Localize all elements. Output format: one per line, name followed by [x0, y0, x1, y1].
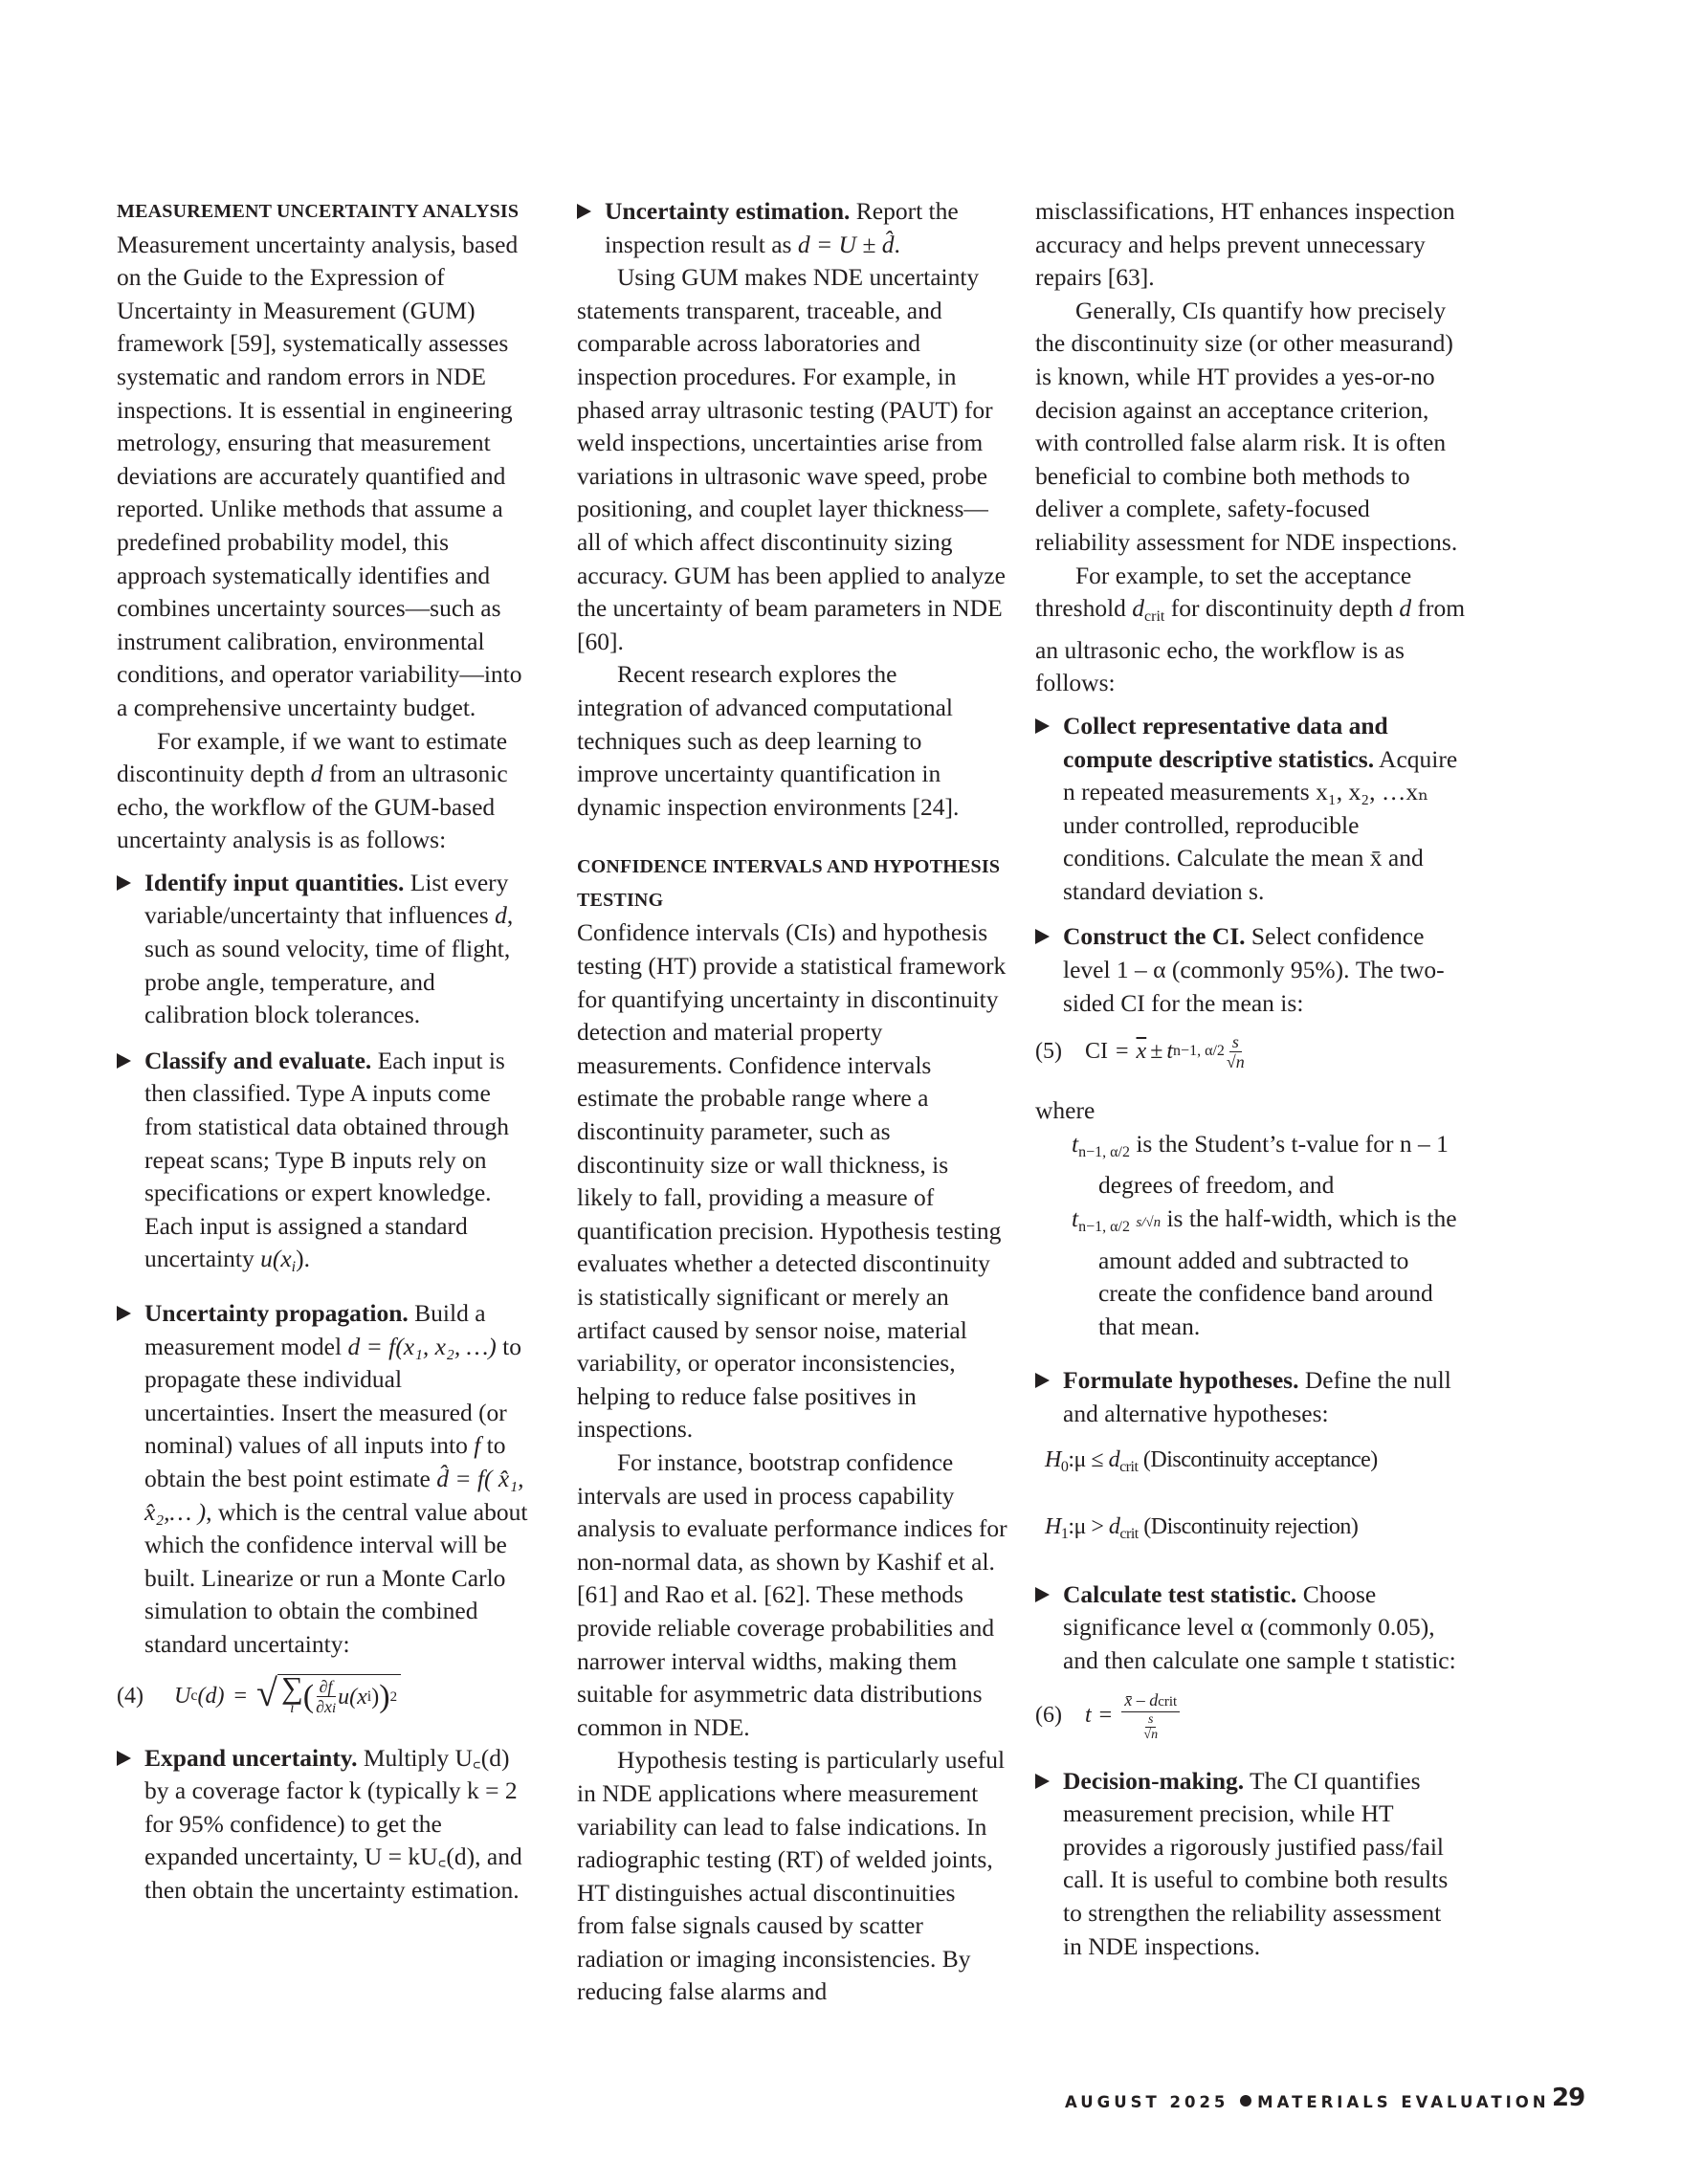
paragraph: Using GUM makes NDE uncertainty statements transparent, traceable, and comparable across laboratories and inspection procedures. For example, in phased array ultrasonic testing (PAUT) for weld inspections, uncertainties arise from variations in ultrasonic wave speed, probe positioning, and couplet layer thickness—all of which affect discontinuity sizing accuracy. GUM has been applied to analyze the uncertainty of beam parameters in NDE [60]. — [577, 263, 1006, 655]
bullet-calculate-statistic: Calculate test statistic. Choose significance level α (commonly 0.05), and then calculate one sample t statistic: — [1035, 1578, 1466, 1678]
square-root: √ ∑ i ( $\frac{\partial f}{\partial xi}$ u(x i ) ) 2 — [256, 1674, 401, 1719]
where-label: where — [1035, 1096, 1096, 1125]
sigma-icon: ∑ — [280, 1669, 303, 1705]
bullet-triangle-icon — [1035, 1373, 1050, 1388]
where-item: $t_{n-1, \alpha/2}$ is the Student’s t-value for n – 1 degrees of freedom, and — [1072, 1129, 1449, 1200]
page-number: 29 — [1552, 2084, 1585, 2112]
hypothesis-alternative: $H_1:\mu > d_{crit}$ (Discontinuity rejection) — [1045, 1514, 1359, 1543]
paragraph: Hypothesis testing is particularly useful in NDE applications where measurement variability can lead to false indications. In radiographic testing (RT) of welded joints, HT distinguishes actual discontinuities from false signals caused by scatter radiation or imaging inconsistencies. By reducing false alarms and — [577, 1746, 1006, 2006]
point-estimate-formula: d̂ = f( x̂₁, x̂₂,… ) — [144, 1464, 524, 1526]
bullet-triangle-icon — [1035, 1774, 1050, 1789]
where-item: $t_{n-1, \alpha/2}$ s/√n is the half-width, which is the amount added and subtracted to create the confidence band around that mean. — [1072, 1204, 1457, 1340]
paragraph: Confidence intervals (CIs) and hypothesis testing (HT) provide a statistical framework for quantifying uncertainty in discontinuity detection and material property measurements. Confidence intervals estimate the probable range where a discontinuity parameter, such as discontinuity size or wall thickness, is likely to fall, providing a measure of quantification precision. Hypothesis testing evaluates whether a detected discontinuity is statistically significant or merely an artifact caused by sensor noise, material variability, or operator inconsistencies, helping to reduce false positives in inspections. — [577, 918, 1007, 1444]
partial-derivative: $\frac{\partial f}{\partial xi}$ — [316, 1677, 337, 1717]
equation-number: (4) — [117, 1683, 144, 1709]
equation-number: (6) — [1035, 1703, 1062, 1729]
bullet-formulate-hypotheses: Formulate hypotheses. Define the null and alternative hypotheses: — [1035, 1364, 1466, 1430]
column-1 — [117, 195, 538, 1920]
paragraph: For instance, bootstrap confidence intervals are used in process capability analysis to evaluate performance indices for non-normal data, as shown by Kashif et al. [61] and Rao et al. [62]. These methods provide reliable coverage probabilities and narrower interval widths, making them suitable for asymmetric data distributions common in NDE. — [577, 1447, 1007, 1741]
equation-6: (6) t = $\frac{\text{x̄ – dcrit}}{\frac{s}{√n}}$ — [1035, 1690, 1466, 1742]
bullet-triangle-icon — [117, 1053, 131, 1069]
bullet-classify-evaluate: Classify and evaluate. Each input is then classified. Type A inputs come from statistical data obtained through repeat scans; Type B inputs rely on specifications or expert knowledge. Each input is assigned a standard uncertainty u(xi). — [117, 1045, 538, 1285]
measurement-model-formula: d = f(x₁, x₂, …) — [347, 1332, 497, 1360]
bullet-collect-data: Collect representative data and compute descriptive statistics. Acquire n repeated measurements x₁, x₂, …xₙ under controlled, reproducible conditions. Calculate the mean x̄ and standard deviation s. — [1035, 710, 1466, 909]
radical-sign-icon: √ — [255, 1670, 277, 1714]
bullet-triangle-icon — [1035, 929, 1050, 944]
paragraph: Recent research explores the integration of advanced computational techniques such as deep learning to improve uncertainty quantification in dynamic inspection environments [24]. — [577, 660, 960, 821]
fraction: $\frac{\text{x̄ – dcrit}}{\frac{s}{√n}}$ — [1121, 1690, 1180, 1742]
bullet-dot-icon — [1240, 2095, 1251, 2107]
issue-date: AUGUST 2025 — [1065, 2093, 1229, 2111]
bullet-triangle-icon — [117, 875, 131, 891]
bullet-uncertainty-estimation: Uncertainty estimation. Report the inspection result as d = U ± d̂. — [577, 195, 1007, 261]
paragraph: Measurement uncertainty analysis, based on the Guide to the Expression of Uncertainty in Measurement (GUM) framework [59], systematically assesses systematic and random errors in NDE inspections. It is essential in engineering metrology, ensuring that measurement deviations are accurately quantified and reported. Unlike methods that assume a predefined probability model, this approach systematically identifies and combines uncertainty sources—such as instrument calibration, environmental conditions, and operator variability—into a comprehensive uncertainty budget. — [117, 230, 522, 721]
bullet-triangle-icon — [117, 1751, 131, 1766]
bullet-construct-ci: Construct the CI. Select confidence level 1 – α (commonly 95%). The two-sided CI for the mean is: — [1035, 920, 1466, 1020]
paragraph: misclassifications, HT enhances inspection accuracy and helps prevent unnecessary repairs [63]. — [1035, 197, 1455, 292]
bullet-triangle-icon — [1035, 718, 1050, 734]
paragraph: For example, to set the acceptance threshold $d_{crit}$ for discontinuity depth d from an ultrasonic echo, the workflow is as follows: — [1035, 561, 1466, 697]
equation-4: (4) U c (d) = √ ∑ i ( $\frac{\partial f}{\partial xi}$ u(x i ) ) 2 — [117, 1674, 538, 1719]
fraction: $\frac{s}{√n}$ — [1226, 1032, 1245, 1072]
column-2 — [577, 195, 1007, 2009]
bullet-identify-inputs: Identify input quantities. List every variable/uncertainty that influences d, such as sound velocity, time of flight, probe angle, temperature, and calibration block tolerances. — [117, 867, 538, 1032]
publication-name: MATERIALS EVALUATION — [1257, 2093, 1550, 2111]
hypothesis-null: $H_0:\mu \le d_{crit}$ (Discontinuity acceptance) — [1045, 1446, 1378, 1475]
section-heading-confidence-intervals: CONFIDENCE INTERVALS AND HYPOTHESIS TESTING — [577, 856, 1001, 911]
paragraph: For example, if we want to estimate discontinuity depth d from an ultrasonic echo, the workflow of the GUM-based uncertainty analysis is as follows: — [117, 726, 508, 854]
page-footer — [1065, 2093, 1550, 2111]
bullet-expand-uncertainty: Expand uncertainty. Multiply U꜀(d) by a coverage factor k (typically k = 2 for 95% confidence) to get the expanded uncertainty, U = kU꜀(d), and then obtain the uncertainty estimation. — [117, 1742, 538, 1908]
bullet-triangle-icon — [117, 1306, 131, 1321]
section-heading-measurement-uncertainty: MEASUREMENT UNCERTAINTY ANALYSIS — [117, 201, 520, 222]
equation-number: (5) — [1035, 1039, 1062, 1065]
column-3 — [1035, 195, 1466, 1975]
result-formula: d = U ± d̂ — [797, 230, 895, 258]
bullet-triangle-icon — [577, 204, 591, 219]
bullet-uncertainty-propagation: Uncertainty propagation. Build a measurement model d = f(x₁, x₂, …) to propagate these individual uncertainties. Insert the measured (or nominal) values of all inputs into f to obtain the best point estimate d̂ = f( x̂₁, x̂₂,… ), which is the central value about which the confidence interval will be built. Linearize or run a Monte Carlo simulation to obtain the combined standard uncertainty: — [117, 1297, 538, 1662]
summation: ∑ i — [280, 1669, 303, 1716]
bullet-triangle-icon — [1035, 1587, 1050, 1602]
bullet-decision-making: Decision-making. The CI quantifies measurement precision, while HT provides a rigorously justified pass/fail call. It is useful to combine both results to strengthen the reliability assessment in NDE inspections. — [1035, 1765, 1466, 1964]
equation-5: (5) CI = $\overline{x}$ ± t n−1, α/2 $\frac{s}{√n}$ — [1035, 1032, 1245, 1072]
paragraph: Generally, CIs quantify how precisely the discontinuity size (or other measurand) is known, while HT provides a yes-or-no decision against an acceptance criterion, with controlled false alarm risk. It is often beneficial to combine both methods to deliver a complete, safety-focused reliability assessment for NDE inspections. — [1035, 296, 1458, 556]
